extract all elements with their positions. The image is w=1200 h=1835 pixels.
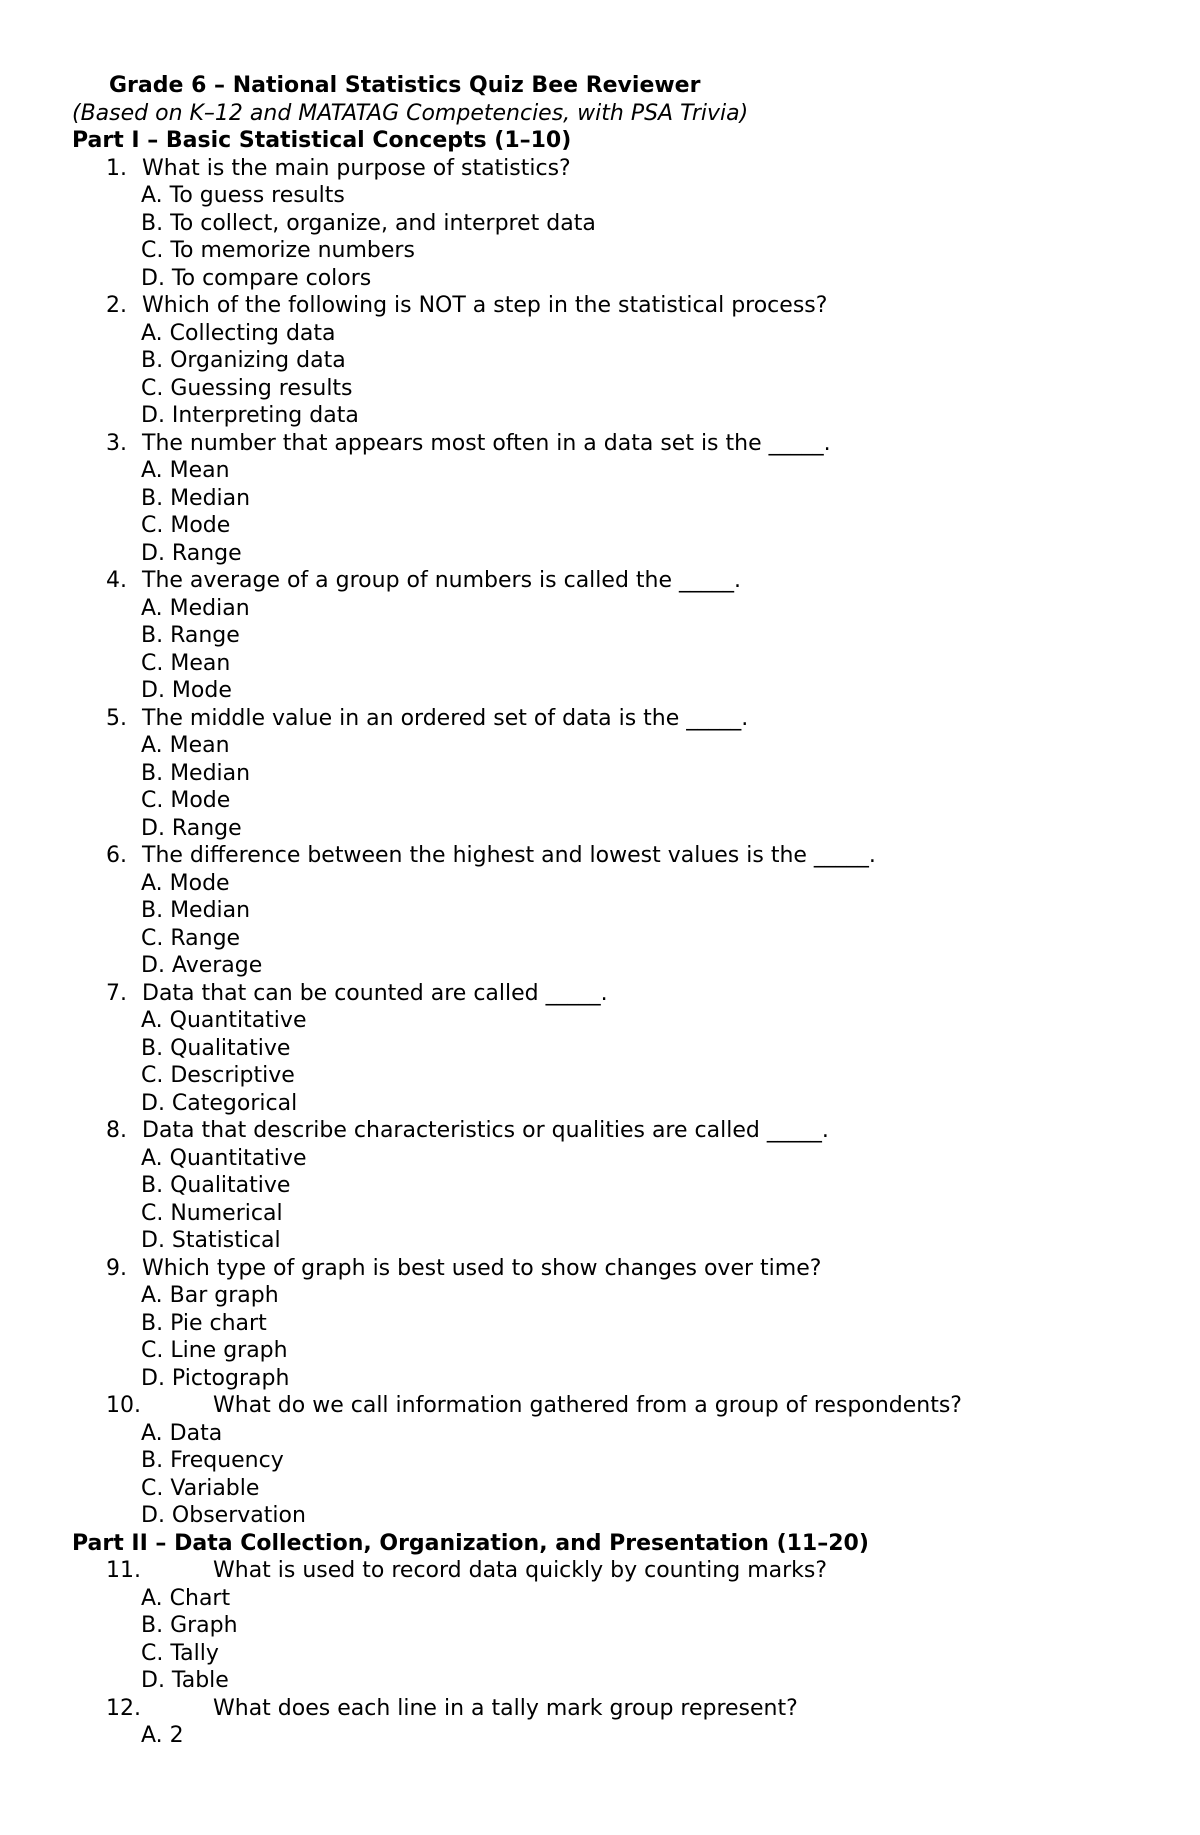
question-text: Which of the following is NOT a step in the statistical process? bbox=[142, 293, 828, 318]
answer-option: A. Collecting data bbox=[141, 320, 336, 346]
answer-option: B. Median bbox=[141, 898, 251, 923]
answer-option: A. To guess results bbox=[141, 183, 345, 208]
question-text: The difference between the highest and lowest values is the _____. bbox=[142, 843, 876, 868]
question bbox=[0, 842, 1200, 870]
question bbox=[0, 1255, 1200, 1283]
question-number: 5. bbox=[106, 705, 127, 731]
answer-option: C. Tally bbox=[141, 1640, 219, 1666]
question-text: What do we call information gathered from a group of respondents? bbox=[213, 1393, 962, 1418]
answer-option: B. Range bbox=[141, 623, 240, 648]
answer-option: A. Quantitative bbox=[141, 1008, 307, 1033]
answer-option: C. Variable bbox=[141, 1475, 260, 1501]
question bbox=[0, 1117, 1200, 1145]
question-number: 3. bbox=[106, 430, 127, 456]
question-number: 4. bbox=[106, 568, 127, 593]
answer-option: B. Qualitative bbox=[141, 1035, 291, 1061]
answer-option: B. Frequency bbox=[141, 1448, 284, 1473]
answer-option: C. Line graph bbox=[141, 1338, 288, 1363]
question bbox=[0, 430, 1200, 458]
answer-option: C. To memorize numbers bbox=[141, 238, 415, 263]
question-text: What is the main purpose of statistics? bbox=[142, 155, 571, 181]
answer-option: B. Median bbox=[141, 485, 251, 511]
answer-option: B. Organizing data bbox=[141, 348, 346, 373]
answer-option: D. Table bbox=[141, 1668, 229, 1693]
question bbox=[0, 705, 1200, 733]
question-text: The number that appears most often in a data set is the _____. bbox=[142, 430, 831, 456]
answer-option: A. Mode bbox=[141, 870, 230, 896]
answer-option: A. Quantitative bbox=[141, 1145, 307, 1171]
answer-option: D. Mode bbox=[141, 678, 232, 703]
answer-option: A. Mean bbox=[141, 733, 230, 758]
document-title: Grade 6 – National Statistics Quiz Bee Reviewer bbox=[109, 73, 701, 98]
answer-option: D. Categorical bbox=[141, 1090, 298, 1116]
answer-option: A. Median bbox=[141, 595, 250, 621]
document-page bbox=[0, 72, 1200, 1750]
answer-option: D. Range bbox=[141, 540, 242, 566]
question-number: 9. bbox=[106, 1255, 127, 1281]
answer-option: C. Mode bbox=[141, 788, 231, 813]
answer-option: A. Chart bbox=[141, 1585, 231, 1611]
part-heading: Part I – Basic Statistical Concepts (1–10) bbox=[72, 128, 572, 153]
answer-option: C. Mode bbox=[141, 513, 231, 538]
parts-container bbox=[0, 127, 1200, 1750]
question-text: What does each line in a tally mark group represent? bbox=[213, 1695, 798, 1721]
question bbox=[0, 980, 1200, 1008]
question bbox=[0, 1695, 1200, 1723]
answer-option: D. Interpreting data bbox=[141, 403, 359, 428]
question bbox=[0, 155, 1200, 183]
question-number: 7. bbox=[106, 980, 127, 1006]
quiz-part bbox=[0, 127, 1200, 1530]
answer-option: C. Numerical bbox=[141, 1200, 283, 1226]
answer-option: D. Range bbox=[141, 815, 242, 841]
answer-option: A. 2 bbox=[141, 1723, 184, 1748]
part-heading: Part II – Data Collection, Organization, and Presentation (11–20) bbox=[72, 1530, 869, 1556]
question-text: Data that can be counted are called _____. bbox=[142, 980, 608, 1006]
answer-option: B. Median bbox=[141, 760, 251, 786]
question-number: 8. bbox=[106, 1118, 127, 1143]
question bbox=[0, 1557, 1200, 1585]
answer-option: C. Guessing results bbox=[141, 375, 353, 401]
answer-option: B. Graph bbox=[141, 1613, 238, 1638]
question bbox=[0, 292, 1200, 320]
answer-option: D. Pictograph bbox=[141, 1365, 290, 1391]
answer-option: A. Data bbox=[141, 1420, 223, 1446]
question bbox=[0, 567, 1200, 595]
question-number: 12. bbox=[106, 1695, 141, 1721]
question bbox=[0, 1392, 1200, 1420]
question-text: Data that describe characteristics or qualities are called _____. bbox=[142, 1118, 829, 1143]
answer-option: C. Descriptive bbox=[141, 1063, 295, 1088]
answer-option: D. To compare colors bbox=[141, 265, 372, 291]
question-number: 10. bbox=[106, 1393, 141, 1418]
question-number: 2. bbox=[106, 293, 127, 318]
answer-option: D. Average bbox=[141, 953, 263, 978]
question-text: The average of a group of numbers is called the _____. bbox=[142, 568, 741, 593]
question-number: 11. bbox=[106, 1558, 141, 1583]
answer-option: C. Range bbox=[141, 925, 241, 951]
question-text: What is used to record data quickly by counting marks? bbox=[213, 1558, 828, 1583]
question-text: The middle value in an ordered set of data is the _____. bbox=[142, 705, 749, 731]
answer-option: A. Bar graph bbox=[141, 1283, 279, 1308]
quiz-part bbox=[0, 1530, 1200, 1750]
answer-option: D. Observation bbox=[141, 1503, 306, 1528]
document-subtitle: (Based on K–12 and MATATAG Competencies, with PSA Trivia) bbox=[72, 100, 749, 126]
answer-option: B. Pie chart bbox=[141, 1310, 267, 1336]
answer-option: C. Mean bbox=[141, 650, 231, 676]
answer-option: A. Mean bbox=[141, 458, 230, 483]
question-text: Which type of graph is best used to show changes over time? bbox=[142, 1255, 822, 1281]
answer-option: B. To collect, organize, and interpret data bbox=[141, 210, 596, 236]
answer-option: B. Qualitative bbox=[141, 1173, 291, 1198]
question-number: 6. bbox=[106, 843, 127, 868]
answer-option: D. Statistical bbox=[141, 1228, 281, 1253]
question-number: 1. bbox=[106, 155, 127, 181]
